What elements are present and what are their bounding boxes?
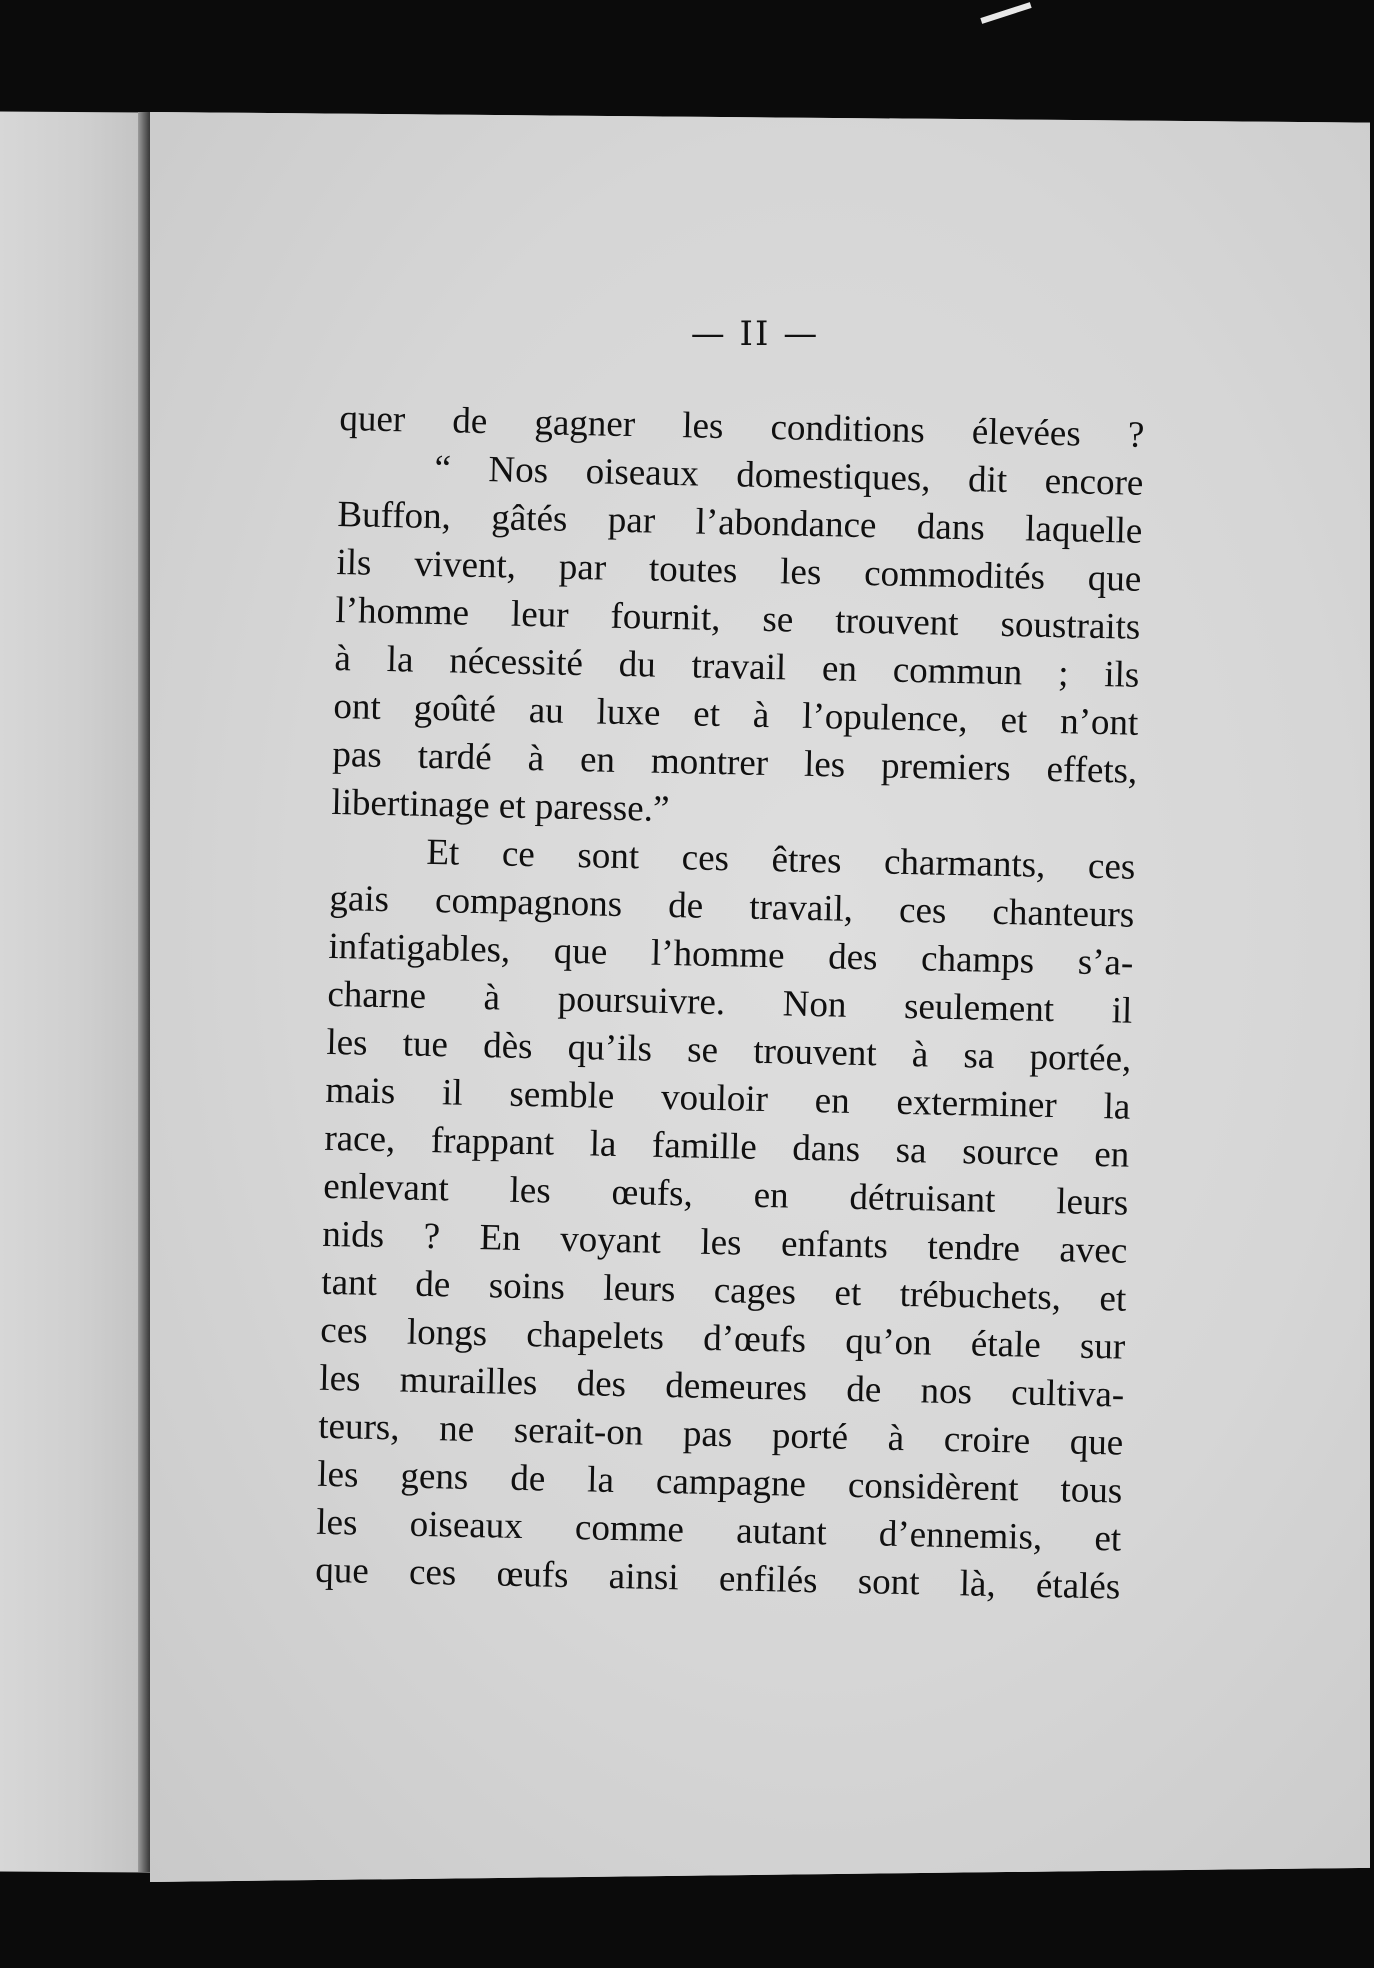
text-line: gais compagnons de travail, ces chanteurs: [329, 877, 1135, 936]
text-line: les tue dès qu’ils se trouvent à sa portée,: [326, 1021, 1132, 1080]
text-line: teurs, ne serait-on pas porté à croire que: [317, 1405, 1124, 1464]
text-line: libertinage et paresse.”: [331, 781, 670, 830]
text-line: tant de soins leurs cages et trébuchets, et: [320, 1261, 1127, 1320]
page-number: — II —: [690, 314, 820, 354]
text-line: charne à poursuivre. Non seulement il: [327, 973, 1133, 1032]
text-line: “ Nos oiseaux domestiques, dit encore: [434, 447, 1144, 504]
text-line: enlevant les œufs, en détruisant leurs: [322, 1165, 1129, 1224]
previous-page-edge: [0, 111, 150, 1872]
text-line: les oiseaux comme autant d’ennemis, et: [315, 1501, 1122, 1560]
text-line: mais il semble vouloir en exterminer la: [325, 1069, 1131, 1128]
text-line: Et ce sont ces êtres charmants, ces: [426, 831, 1136, 888]
text-line: quer de gagner les conditions élevées ?: [339, 397, 1145, 456]
text-line: ont goûté au luxe et à l’opulence, et n’ont: [333, 685, 1139, 744]
text-line: à la nécessité du travail en commun ; ils: [334, 637, 1140, 696]
text-line: nids ? En voyant les enfants tendre avec: [321, 1213, 1128, 1272]
scan-mark: [980, 2, 1031, 24]
text-line: race, frappant la famille dans sa source en: [324, 1117, 1130, 1176]
text-line: ils vivent, par toutes les commodités que: [336, 541, 1142, 600]
text-line: que ces œufs ainsi enfilés sont là, étalés: [314, 1549, 1121, 1608]
body-text: [315, 395, 1145, 1612]
text-line: infatigables, que l’homme des champs s’a-: [328, 925, 1134, 984]
text-line: les murailles des demeures de nos cultiva-: [318, 1357, 1125, 1416]
text-line: les gens de la campagne considèrent tous: [316, 1453, 1123, 1512]
text-line: Buffon, gâtés par l’abondance dans laquelle: [337, 493, 1143, 552]
text-line: ces longs chapelets d’œufs qu’on étale sur: [319, 1309, 1126, 1368]
text-line: l’homme leur fournit, se trouvent soustraits: [335, 589, 1141, 648]
text-line: pas tardé à en montrer les premiers effets,: [332, 733, 1138, 792]
